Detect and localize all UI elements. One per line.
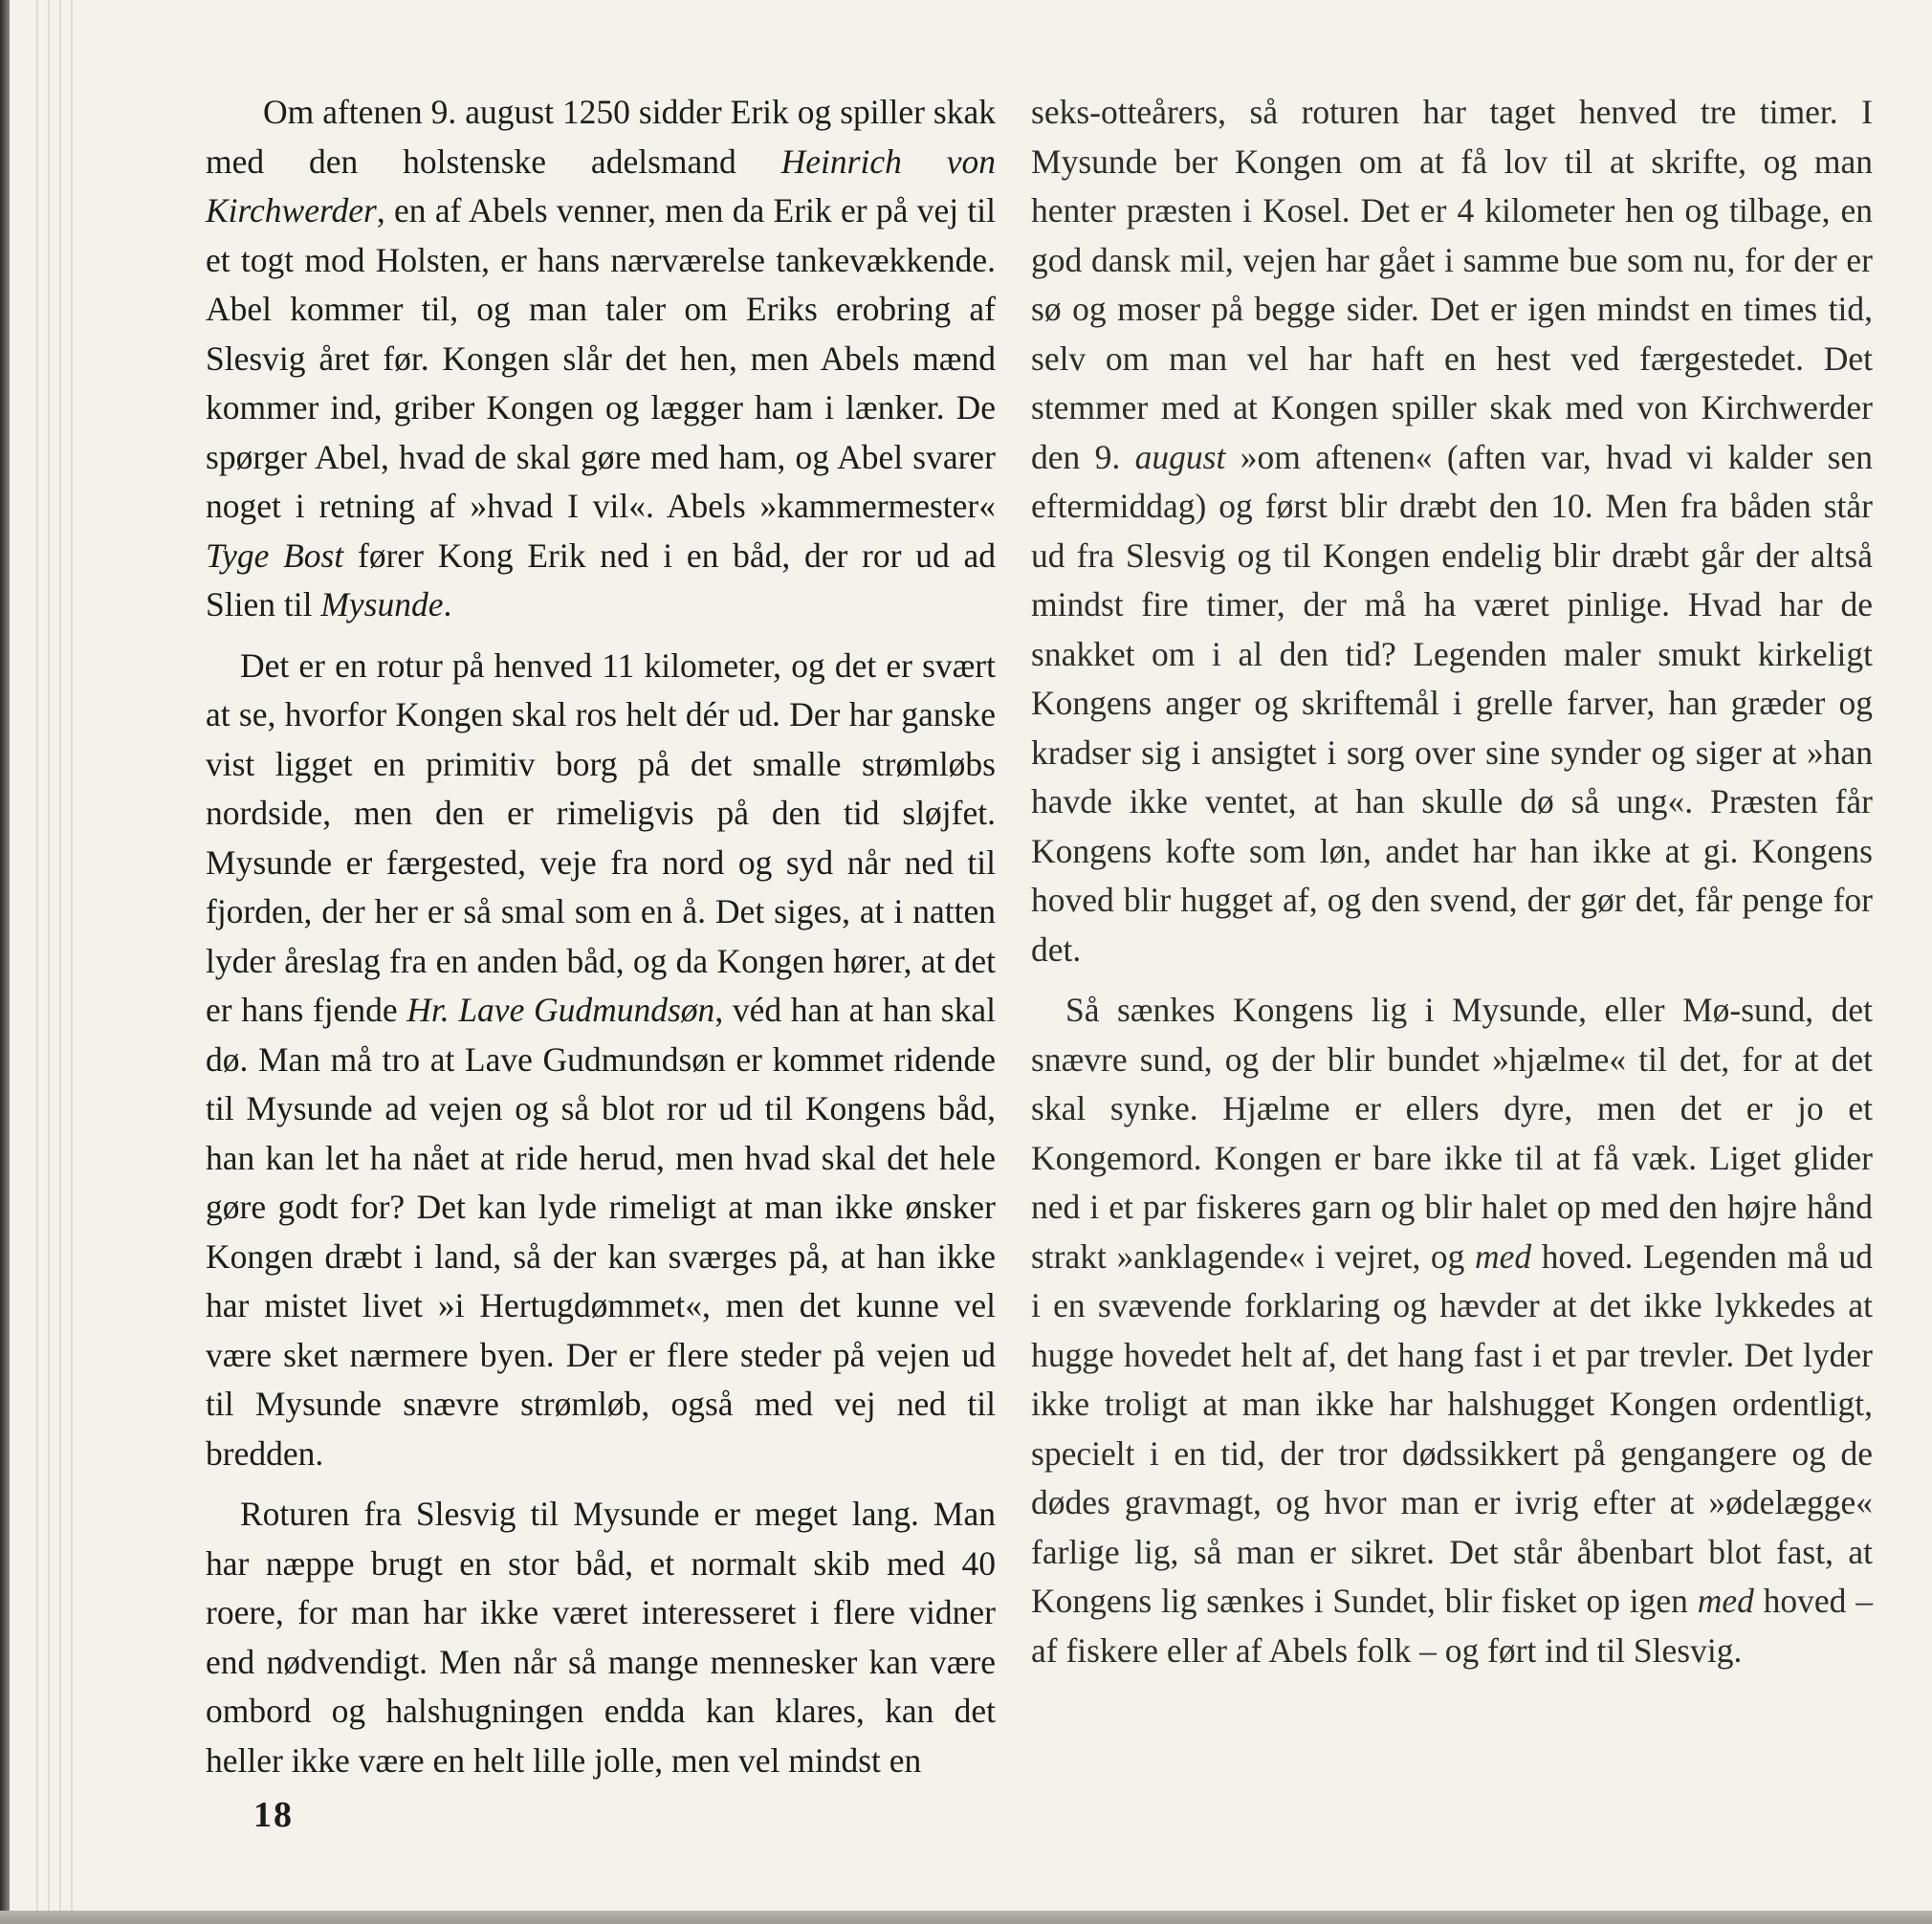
italic-text-run: august bbox=[1134, 437, 1226, 476]
text-run: Så sænkes Kongens lig i Mysunde, eller Mø-sund, det snævre sund, og der blir bundet »hjælme« til det, for at det skal synke. Hjælme er ellers dyre, men det er jo et Kongemord. Kongen er bare ikke til at få væk. Liget glider ned i et par fiskeres garn og blir halet op med den højre hånd strakt »anklagende« i vejret, og bbox=[1031, 991, 1873, 1276]
text-run: Om aftenen 9. august 1250 sidder Erik og spiller skak med den holstenske adelsmand bbox=[206, 93, 996, 181]
text-run: fører Kong Erik ned i en båd, der ror ud ad Slien til bbox=[206, 536, 996, 623]
text-run: Det er en rotur på henved 11 kilometer, og det er svært at se, hvorfor Kongen skal ros helt dér ud. Der har ganske vist ligget en primitiv borg på det smalle strømløbs nordside, men den er rimeligvis på den tid sløjfet. Mysunde er færgested, veje fra nord og syd når ned til fjorden, der her er så smal som en å. Det siges, at i natten lyder åreslag fra en anden båd, og da Kongen hører, at det er hans fjende bbox=[206, 645, 996, 1029]
text-run: hoved. Legenden må ud i en svævende forklaring og hævder at det ikke lykkedes at hugge hovedet helt af, det hang fast i et par trevler. Det lyder ikke troligt at man ikke har halshugget Kongen ordentligt, specielt i en tid, der tror dødssikkert på gengangere og de dødes gravmagt, og hvor man er ivrig efter at »ødelægge« farlige lig, så man er sikret. Det står åbenbart blot fast, at Kongens lig sænkes i Sundet, blir fisket op igen bbox=[1031, 1236, 1873, 1620]
paragraph bbox=[206, 1490, 996, 1785]
italic-text-run: med bbox=[1475, 1236, 1532, 1276]
right-text-column bbox=[1031, 88, 1873, 1687]
paragraph bbox=[1031, 986, 1873, 1675]
text-run: . bbox=[443, 585, 452, 623]
text-run: hoved – af fiskere eller af Abels folk – og ført ind til Slesvig. bbox=[1031, 1582, 1873, 1670]
left-text-column bbox=[206, 88, 996, 1797]
italic-text-run: Heinrich von Kirchwerder bbox=[206, 142, 997, 230]
text-run: , véd han at han skal dø. Man må tro at Lave Gudmundsøn er kommet ridende til Mysunde ad vejen og så blot ror ud til Kongens båd, han kan let ha nået at ride herud, men hvad skal det hele gøre godt for? Det kan lyde rimeligt at man ikke ønsker Kongen dræbt i land, så der kan sværges på, at han ikke har mistet livet »i Hertugdømmet«, men det kunne vel være sket nærmere byen. Der er flere steder på vejen ud til Mysunde snævre strømløb, også med vej ned til bredden. bbox=[206, 991, 996, 1473]
page-number: 18 bbox=[253, 1795, 294, 1835]
paragraph bbox=[1031, 88, 1873, 974]
book-page bbox=[10, 0, 1932, 1911]
paragraph bbox=[206, 88, 996, 630]
text-run: Roturen fra Slesvig til Mysunde er meget lang. Man har næppe brugt en stor båd, et normalt skib med 40 roere, for man har ikke været interesseret i flere vidner end nødvendigt. Men når så mange mennesker kan være ombord og halshugningen endda kan klares, kan det heller ikke være en helt lille jolle, men vel mindst en bbox=[206, 1495, 996, 1780]
page-edge-lines bbox=[27, 0, 75, 1911]
text-run: seks-otteårers, så roturen har taget henved tre timer. I Mysunde ber Kongen om at få lov til at skrifte, og man henter præsten i Kosel. Det er 4 kilometer hen og tilbage, en god dansk mil, vejen har gået i samme bue som nu, for der er sø og moser på begge sider. Det er igen mindst en times tid, selv om man vel har haft en hest ved færgestedet. Det stemmer med at Kongen spiller skak med von Kirchwerder den 9. bbox=[1031, 93, 1873, 476]
italic-text-run: Hr. Lave Gudmundsøn bbox=[406, 991, 715, 1029]
book-spine-shadow bbox=[0, 0, 10, 1924]
text-run: , en af Abels venner, men da Erik er på vej til et togt mod Holsten, er hans nærværelse tankevækkende. Abel kommer til, og man taler om Eriks erobring af Slesvig året før. Kongen slår det hen, men Abels mænd kommer ind, griber Kongen og lægger ham i lænker. De spørger Abel, hvad de skal gøre med ham, og Abel svarer noget i retning af »hvad I vil«. Abels »kammermester« bbox=[206, 191, 996, 525]
paragraph bbox=[206, 642, 996, 1479]
italic-text-run: Tyge Bost bbox=[206, 536, 344, 575]
italic-text-run: med bbox=[1697, 1582, 1754, 1620]
page-stack-edge bbox=[0, 1911, 1932, 1924]
italic-text-run: Mysunde bbox=[320, 585, 444, 623]
text-run: »om aftenen« (aften var, hvad vi kalder sen eftermiddag) og først blir dræbt den 10. Men fra båden står ud fra Slesvig og til Kongen endelig blir dræbt går der altså mindst fire timer, der må ha været pinlige. Hvad har de snakket om i al den tid? Legenden maler smukt kirkeligt Kongens anger og skriftemål i grelle farver, han græder og kradser sig i ansigtet i sorg over sine synder og siger at »han havde ikke ventet, at han skulle dø så ung«. Præsten får Kongens kofte som løn, andet har han ikke at gi. Kongens hoved blir hugget af, og den svend, der gør det, får penge for det. bbox=[1031, 437, 1873, 969]
